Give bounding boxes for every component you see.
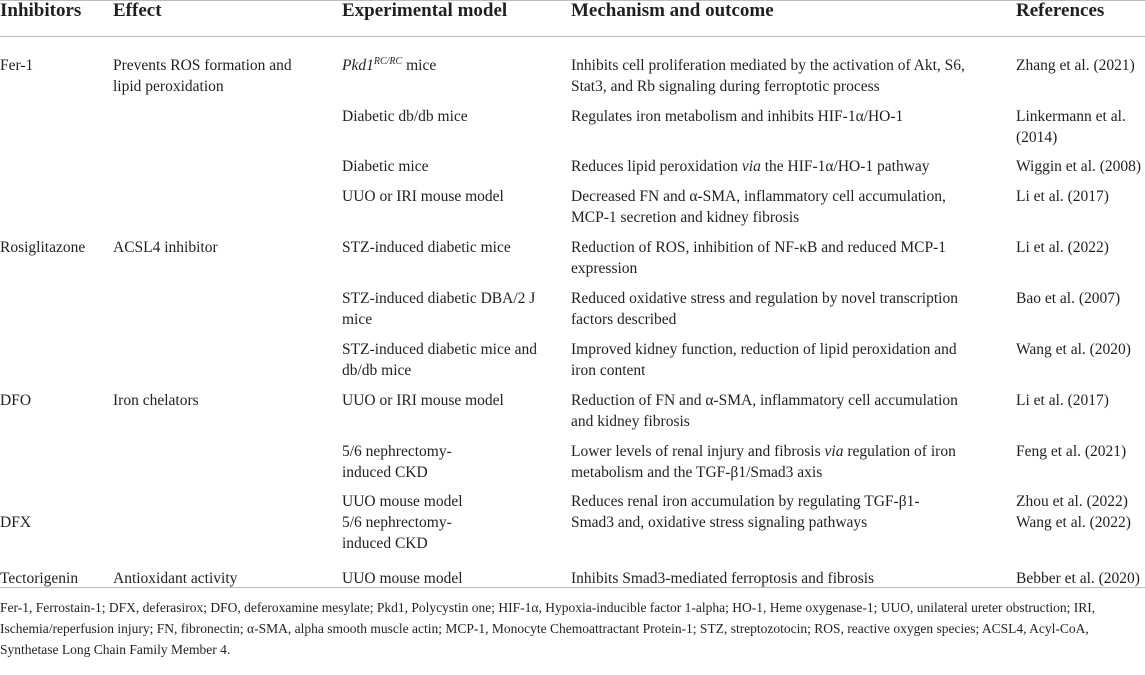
header-effect: Effect <box>113 0 162 21</box>
row-model: 5/6 nephrectomy- induced CKD <box>342 443 452 481</box>
row-mechanism: Reduces lipid peroxidation via the HIF-1α/HO-1 pathway <box>571 158 930 175</box>
row-effect: Iron chelators <box>113 392 199 409</box>
row-mechanism: Inhibits Smad3-mediated ferroptosis and fibrosis <box>571 570 875 587</box>
row-reference: Feng et al. (2021) <box>1016 443 1127 460</box>
row-inhibitor: Fer-1 <box>0 57 34 74</box>
header-inhibitors: Inhibitors <box>0 0 82 21</box>
row-model: STZ-induced diabetic mice and db/db mice <box>342 341 537 379</box>
table-footnote: Fer-1, Ferrostain-1; DFX, deferasirox; DFO, deferoxamine mesylate; Pkd1, Polycystin one; HIF-1α, Hypoxia-inducible factor 1-alpha; HO-1, Heme oxygenase-1; UUO, unilateral ureter obstruction; IRI, Ischemia/reperfusion injury; FN, fibronectin; α-SMA, alpha smooth muscle actin; MCP-1, Monocyte Chemoattractant Protein-1; STZ, streptozotocin; ROS, reactive oxygen species; ACSL4, Acyl-CoA, Synthetase Long Chain Family Member 4. <box>0 600 1096 657</box>
row-inhibitor: DFX <box>0 514 32 531</box>
row-model: 5/6 nephrectomy- induced CKD <box>342 514 452 552</box>
row-mechanism: Lower levels of renal injury and fibrosis via regulation of iron metabolism and the TGF-β1/Smad3 axis <box>571 443 956 481</box>
row-mechanism: Decreased FN and α-SMA, inflammatory cell accumulation, MCP-1 secretion and kidney fibrosis <box>571 188 946 226</box>
row-model: STZ-induced diabetic DBA/2 J mice <box>342 290 536 328</box>
row-reference: Linkermann et al. (2014) <box>1016 108 1126 146</box>
table-header-row <box>0 0 1145 37</box>
row-model: STZ-induced diabetic mice <box>342 239 511 256</box>
header-experimental-model: Experimental model <box>342 0 508 21</box>
row-mechanism: Inhibits cell proliferation mediated by the activation of Akt, S6, Stat3, and Rb signaling during ferroptotic process <box>571 57 965 95</box>
row-reference: Bebber et al. (2020) <box>1016 570 1140 587</box>
row-reference: Wang et al. (2020) <box>1016 341 1131 358</box>
row-mechanism: Reduction of ROS, inhibition of NF-κB and reduced MCP-1 expression <box>571 239 947 277</box>
row-effect: ACSL4 inhibitor <box>113 239 218 256</box>
row-reference: Bao et al. (2007) <box>1016 290 1121 307</box>
row-effect: Prevents ROS formation and lipid peroxidation <box>113 57 292 95</box>
row-mechanism: Reduction of FN and α-SMA, inflammatory cell accumulation and kidney fibrosis <box>571 392 958 430</box>
row-model: Diabetic db/db mice <box>342 108 468 125</box>
table-bottom-rule <box>0 587 1145 588</box>
row-inhibitor: Rosiglitazone <box>0 239 86 256</box>
row-reference: Wang et al. (2022) <box>1016 514 1131 531</box>
row-model: UUO or IRI mouse model <box>342 188 504 205</box>
row-model: UUO mouse model <box>342 570 463 587</box>
row-inhibitor: Tectorigenin <box>0 570 79 587</box>
row-model: $Pkd1^{RC/RC}$ mice <box>342 56 437 74</box>
header-mechanism: Mechanism and outcome <box>571 0 774 21</box>
row-reference: Li et al. (2017) <box>1016 392 1109 409</box>
row-mechanism: Reduces renal iron accumulation by regulating TGF-β1- Smad3 and, oxidative stress signaling pathways <box>571 493 920 531</box>
row-effect: Antioxidant activity <box>113 570 238 587</box>
row-inhibitor: DFO <box>0 392 32 409</box>
row-mechanism: Improved kidney function, reduction of lipid peroxidation and iron content <box>571 341 957 379</box>
row-reference: Wiggin et al. (2008) <box>1016 158 1142 175</box>
row-reference: Li et al. (2022) <box>1016 239 1109 256</box>
row-model: Diabetic mice <box>342 158 429 175</box>
header-references: References <box>1016 0 1105 21</box>
row-reference: Zhang et al. (2021) <box>1016 57 1135 74</box>
row-reference: Zhou et al. (2022) <box>1016 493 1128 510</box>
row-mechanism: Regulates iron metabolism and inhibits HIF-1α/HO-1 <box>571 108 904 125</box>
row-reference: Li et al. (2017) <box>1016 188 1109 205</box>
row-model: UUO or IRI mouse model <box>342 392 504 409</box>
row-mechanism: Reduced oxidative stress and regulation by novel transcription factors described <box>571 290 958 328</box>
row-model: UUO mouse model <box>342 493 463 510</box>
